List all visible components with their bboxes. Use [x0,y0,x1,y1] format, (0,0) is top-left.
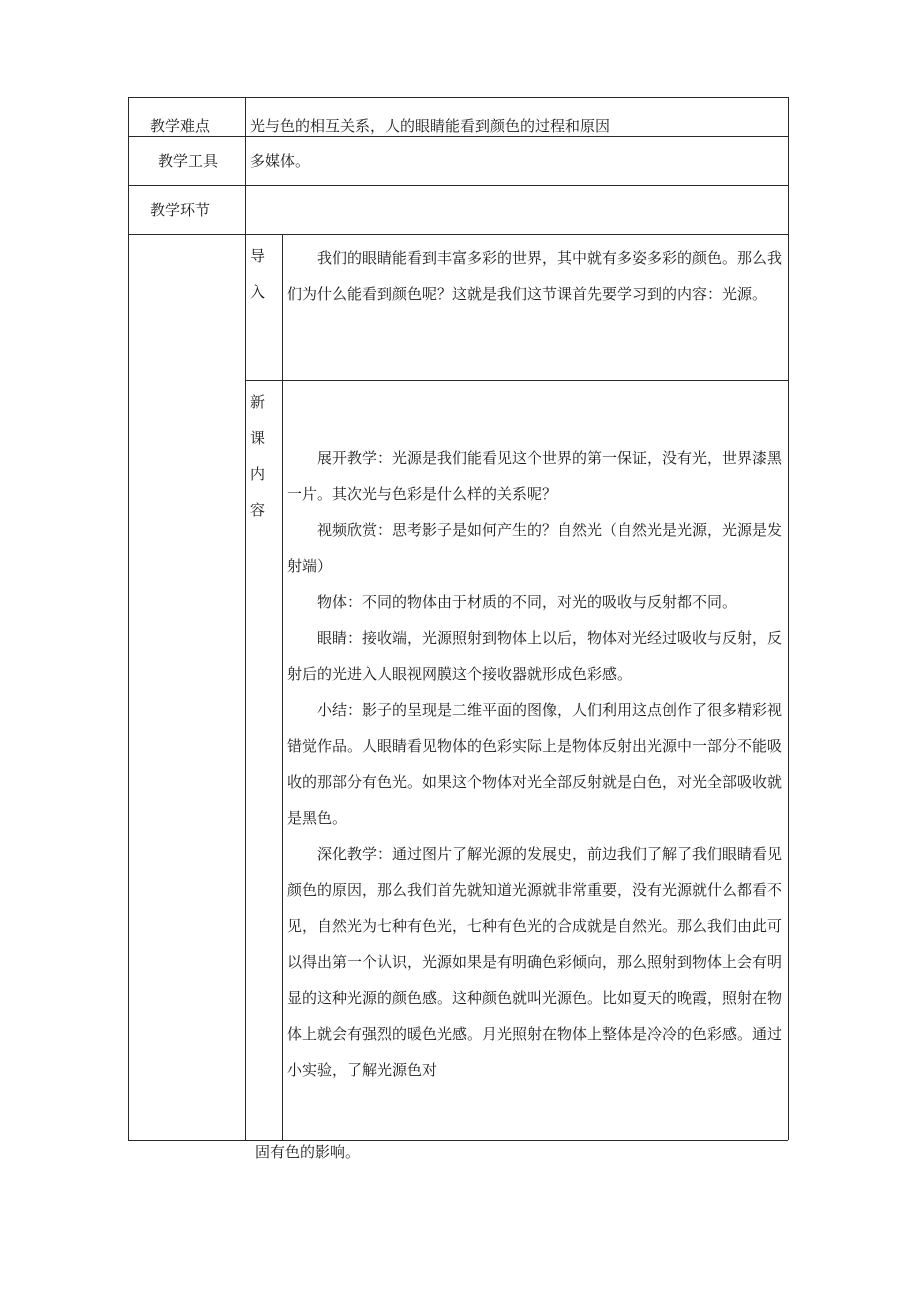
heading-char: 导 [250,247,266,265]
heading-char: 容 [250,501,266,519]
column-divider [245,97,246,1140]
paragraph: 眼睛：接收端，光源照射到物体上以后，物体对光经过吸收与反射，反射后的光进入人眼视网膜这个接收器就形成色彩感。 [287,629,783,683]
row-divider [128,234,788,235]
value-teaching-tools: 多媒体。 [250,152,311,170]
table-left-border [128,97,129,1140]
section-body-intro [287,240,789,312]
paragraph: 视频欣赏：思考影子是如何产生的？自然光（自然光是光源，光源是发射端） [287,521,783,575]
paragraph: 展开教学：光源是我们能看见这个世界的第一保证，没有光，世界漆黑一片。其次光与色彩是什么样的关系呢？ [287,449,783,503]
label-teaching-difficulty: 教学难点 [150,117,211,135]
heading-char: 新 [250,393,266,411]
continuation-text: 固有色的影响。 [255,1143,361,1161]
heading-char: 入 [250,283,266,301]
section-body-new-lesson [287,440,789,1088]
section-divider [245,380,788,381]
table-bottom-border [128,1140,788,1141]
row-divider [128,136,788,137]
label-teaching-tools: 教学工具 [158,152,219,170]
label-teaching-stages: 教学环节 [150,201,211,219]
paragraph: 小结：影子的呈现是二维平面的图像，人们利用这点创作了很多精彩视错觉作品。人眼睛看见物体的色彩实际上是物体反射出光源中一部分不能吸收的那部分有色光。如果这个物体对光全部反射就是白色，对光全部吸收就是黑色。 [287,701,783,827]
heading-char: 内 [250,465,266,483]
table-top-border [128,97,788,98]
paragraph: 物体：不同的物体由于材质的不同，对光的吸收与反射都不同。 [317,593,738,611]
section-heading-intro [250,246,272,318]
paragraph: 我们的眼睛能看到丰富多彩的世界，其中就有多姿多彩的颜色。那么我们为什么能看到颜色呢？这就是我们这节课首先要学习到的内容：光源。 [287,249,783,303]
paragraph: 深化教学：通过图片了解光源的发展史，前边我们了解了我们眼睛看见颜色的原因，那么我们首先就知道光源就非常重要，没有光源就什么都看不见，自然光为七种有色光，七种有色光的合成就是自然光。那么我们由此可以得出第一个认识，光源如果是有明确色彩倾向，那么照射到物体上会有明显的这种光源的颜色感。这种颜色就叫光源色。比如夏天的晚霞，照射在物体上就会有强烈的暖色光感。月光照射在物体上整体是冷冷的色彩感。通过小实验，了解光源色对 [287,845,783,1079]
heading-char: 课 [250,429,266,447]
row-divider [128,185,788,186]
value-teaching-difficulty: 光与色的相互关系，人的眼睛能看到颜色的过程和原因 [250,117,611,135]
section-heading-new-lesson [250,392,272,536]
heading-column-divider [282,234,283,1140]
